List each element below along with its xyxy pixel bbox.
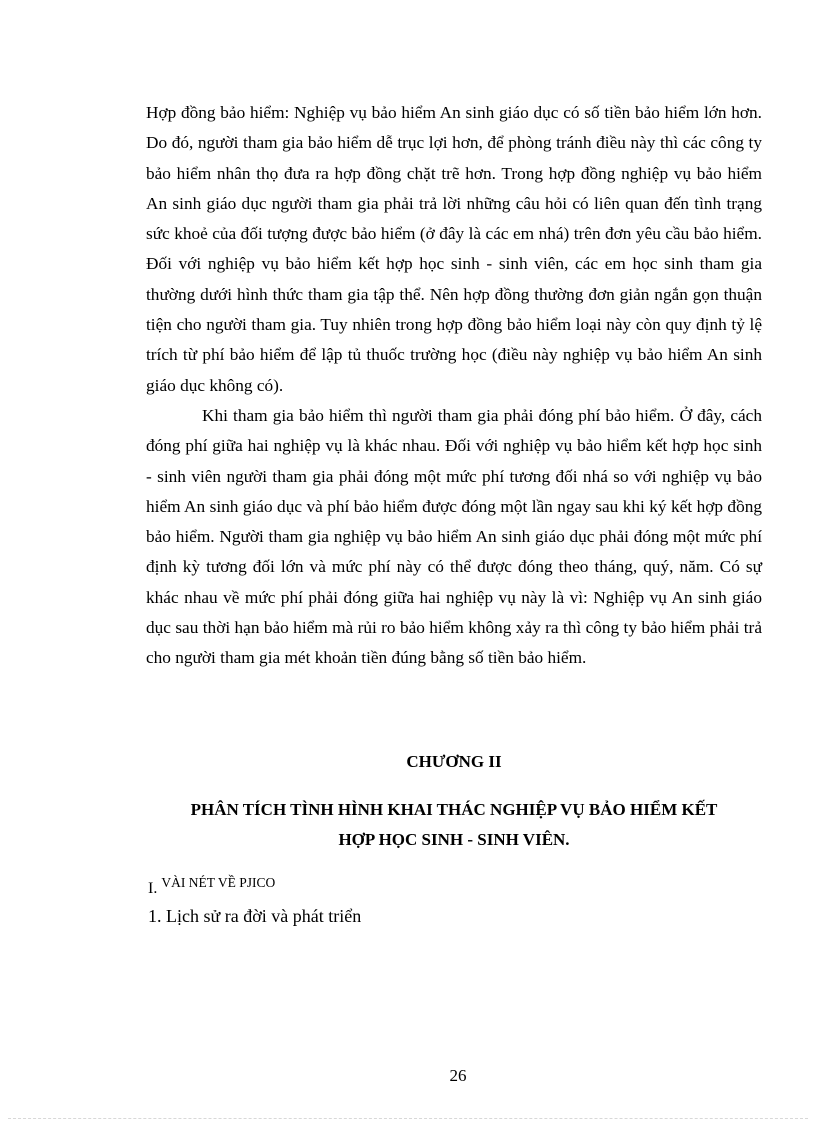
chapter-title-line-2: HỢP HỌC SINH - SINH VIÊN.: [338, 830, 570, 849]
page-bottom-divider: [8, 1118, 808, 1119]
section-heading: [148, 874, 276, 897]
chapter-title-line-1: PHÂN TÍCH TÌNH HÌNH KHAI THÁC NGHIỆP VỤ BẢO HIỂM KẾT: [190, 800, 718, 819]
paragraph-premium: Khi tham gia bảo hiểm thì người tham gia phải đóng phí bảo hiểm. Ở đây, cách đóng phí giữa hai nghiệp vụ là khác nhau. Đối với nghiệp vụ bảo hiểm kết hợp học sinh - sinh viên người tham gia phải đóng một mức phí tương đối nhá so với nghiệp vụ bảo hiểm An sinh giáo dục và phí bảo hiểm được đóng một lần ngay sau khi ký kết hợp đồng bảo hiểm. Người tham gia nghiệp vụ bảo hiểm An sinh giáo dục phải đóng một mức phí định kỳ tương đối lớn và mức phí này có thể được đóng theo tháng, quý, năm. Có sự khác nhau về mức phí phải đóng giữa hai nghiệp vụ này là vì: Nghiệp vụ An sinh giáo dục sau thời hạn bảo hiểm mà rủi ro bảo hiểm không xảy ra thì công ty bảo hiểm phải trả cho người tham gia mét khoản tiền đúng bằng số tiền bảo hiểm.: [146, 405, 762, 668]
section-title: VÀI NÉT VỀ PJICO: [161, 875, 276, 890]
section-roman-numeral: I.: [148, 880, 158, 897]
chapter-number: CHƯƠNG II: [406, 752, 502, 771]
page-number: 26: [449, 1066, 467, 1085]
chapter-title: [146, 795, 762, 855]
subsection-heading: 1. Lịch sử ra đời và phát triển: [148, 906, 362, 926]
paragraph-contract: Hợp đồng bảo hiểm: Nghiệp vụ bảo hiểm An sinh giáo dục có số tiền bảo hiểm lớn hơn. Do đó, người tham gia bảo hiểm dễ trục lợi hơn, để phòng tránh điều này thì các công ty bảo hiểm nhân thọ đưa ra hợp đồng chặt trẽ hơn. Trong hợp đồng nghiệp vụ bảo hiểm An sinh giáo dục người tham gia phải trả lời những câu hỏi có liên quan đến tình trạng sức khoẻ của đối tượng được bảo hiểm (ở đây là các em nhá) trên đơn yêu cầu bảo hiểm. Đối với nghiệp vụ bảo hiểm kết hợp học sinh - sinh viên, các em học sinh tham gia thường dưới hình thức tham gia tập thể. Nên hợp đồng thường đơn giản ngắn gọn thuận tiện cho người tham gia. Tuy nhiên trong hợp đồng bảo hiểm loại này còn quy định tỷ lệ trích từ phí bảo hiểm để lập tủ thuốc trường học (điều này nghiệp vụ bảo hiểm An sinh giáo dục không có).: [146, 103, 762, 395]
body-text: [146, 98, 762, 674]
